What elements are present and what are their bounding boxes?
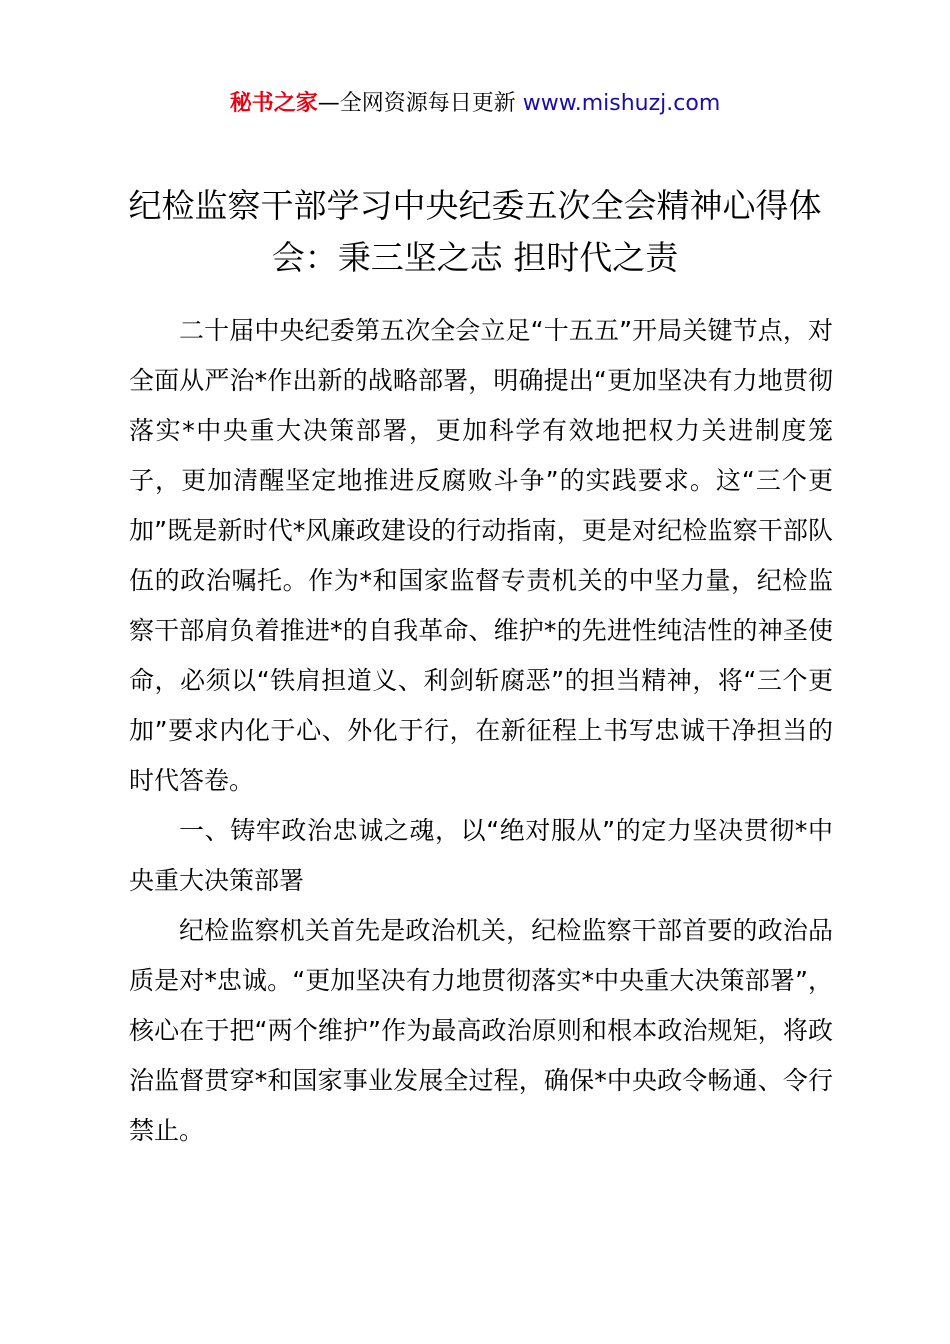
section-heading: 一、铸牢政治忠诚之魂，以“绝对服从”的定力坚决贯彻*中央重大决策部署: [129, 816, 833, 895]
document-title: 纪检监察干部学习中央纪委五次全会精神心得体会：秉三坚之志 担时代之责: [128, 186, 822, 277]
body-paragraph: 纪检监察机关首先是政治机关，纪检监察干部首要的政治品质是对*忠诚。“更加坚决有力地贯彻落实*中央重大决策部署”，核心在于把“两个维护”作为最高政治原则和根本政治规矩，将政治监督贯穿*和国家事业发展全过程，确保*中央政令畅通、令行禁止。: [129, 916, 833, 1145]
brand-name: 秘书之家: [229, 91, 318, 116]
header-slogan: —全网资源每日更新: [317, 91, 523, 116]
site-header: [0, 88, 950, 120]
document-body: [129, 306, 833, 1156]
body-paragraph: 二十届中央纪委第五次全会立足“十五五”开局关键节点，对全面从严治*作出新的战略部署，明确提出“更加坚决有力地贯彻落实*中央重大决策部署，更加科学有效地把权力关进制度笼子，更加清醒坚定地推进反腐败斗争”的实践要求。这“三个更加”既是新时代*风廉政建设的行动指南，更是对纪检监察干部队伍的政治嘱托。作为*和国家监督专责机关的中坚力量，纪检监察干部肩负着推进*的自我革命、维护*的先进性纯洁性的神圣使命，必须以“铁肩担道义、利剑斩腐恶”的担当精神，将“三个更加”要求内化于心、外化于行，在新征程上书写忠诚干净担当的时代答卷。: [129, 316, 833, 795]
site-url-link[interactable]: www.mishuzj.com: [522, 91, 721, 116]
